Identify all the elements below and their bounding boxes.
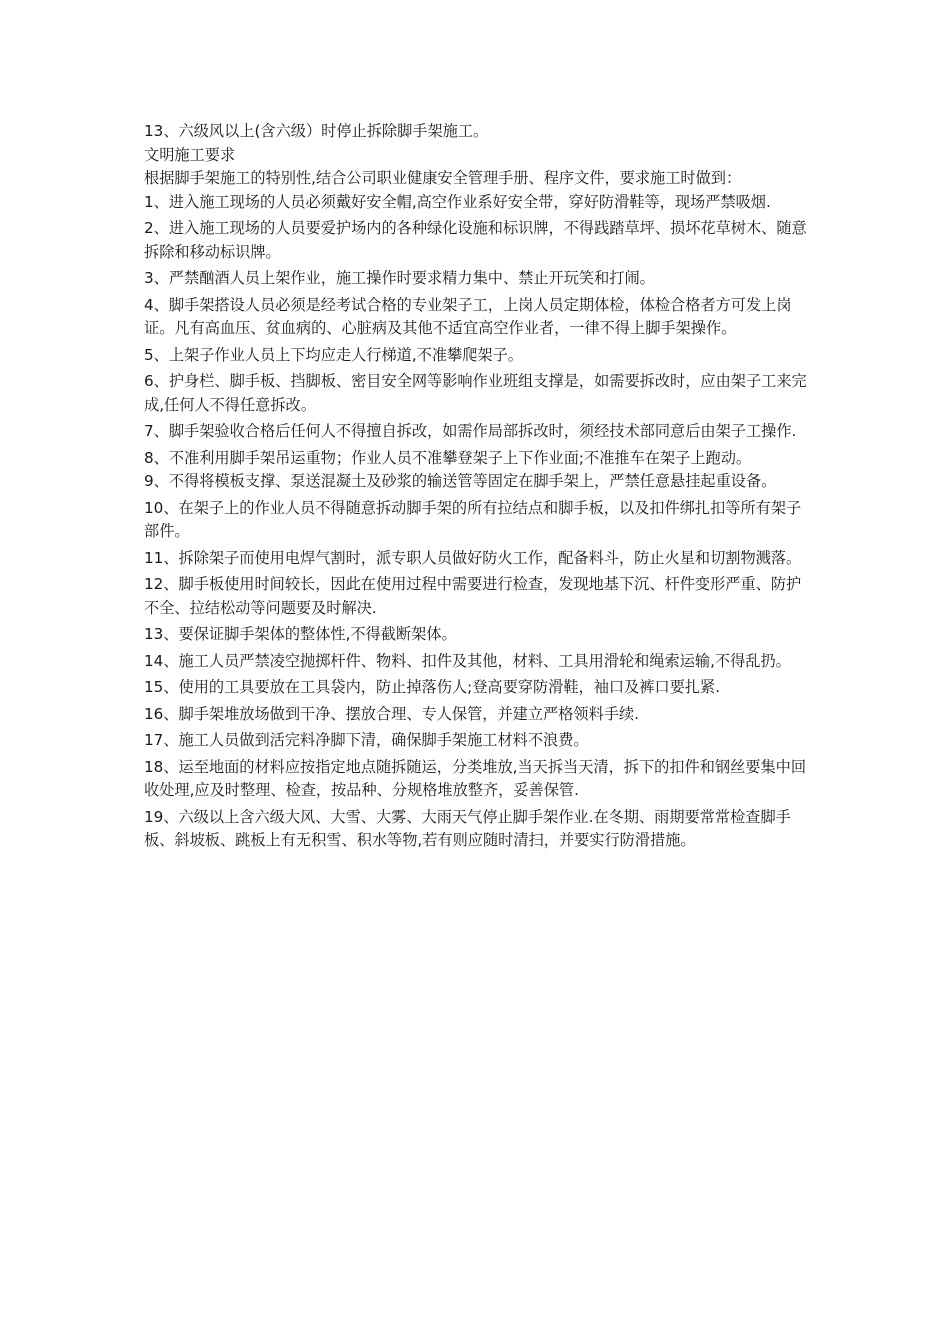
list-item: 3、严禁酗酒人员上架作业，施工操作时要求精力集中、禁止开玩笑和打闹。 — [144, 269, 655, 287]
clause-13-wind: 13、六级风以上(含六级）时停止拆除脚手架施工。 — [144, 122, 489, 140]
list-item: 11、拆除架子而使用电焊气割时，派专职人员做好防火工作，配备料斗，防止火星和切割物溅落。 — [144, 548, 802, 567]
list-item: 8、不准利用脚手架吊运重物；作业人员不准攀登架子上下作业面;不准推车在架子上跑动。 — [144, 448, 752, 467]
list-item: 5、上架子作业人员上下均应走人行梯道,不准攀爬架子。 — [144, 345, 523, 364]
list-item: 9、不得将模板支撑、泵送混凝土及砂浆的输送管等固定在脚手架上，严禁任意悬挂起重设备。 — [144, 472, 777, 490]
list-item: 6、护身栏、脚手板、挡脚板、密目安全网等影响作业班组支撑是，如需要拆改时，应由架子工来完成,任何人不得任意拆改。 — [144, 372, 807, 414]
intro-text: 根据脚手架施工的特别性,结合公司职业健康安全管理手册、程序文件，要求施工时做到： — [144, 169, 742, 187]
list-item: 18、运至地面的材料应按指定地点随拆随运，分类堆放,当天拆当天清，拆下的扣件和钢丝要集中回收处理,应及时整理、检查，按品种、分规格堆放整齐，妥善保管. — [144, 757, 807, 799]
document-page — [144, 120, 814, 856]
list-item: 7、脚手架验收合格后任何人不得擅自拆改，如需作局部拆改时，须经技术部同意后由架子工操作. — [144, 422, 797, 440]
list-item: 1、进入施工现场的人员必须戴好安全帽,高空作业系好安全带，穿好防滑鞋等，现场严禁吸烟. — [144, 192, 771, 211]
list-item: 12、脚手板使用时间较长，因此在使用过程中需要进行检查，发现地基下沉、杆件变形严重、防护不全、拉结松动等问题要及时解决. — [144, 575, 802, 617]
list-item: 4、脚手架搭设人员必须是经考试合格的专业架子工，上岗人员定期体检，体检合格者方可发上岗证。凡有高血压、贫血病的、心脏病及其他不适宜高空作业者，一律不得上脚手架操作。 — [144, 295, 792, 337]
list-item: 10、在架子上的作业人员不得随意拆动脚手架的所有拉结点和脚手板，以及扣件绑扎扣等所有架子部件。 — [144, 498, 802, 540]
list-item: 19、六级以上含六级大风、大雪、大雾、大雨天气停止脚手架作业.在冬期、雨期要常常检查脚手板、斜坡板、跳板上有无积雪、积水等物,若有则应随时清扫，并要实行防滑措施。 — [144, 807, 791, 849]
section-heading: 文明施工要求 — [144, 145, 236, 164]
list-item: 13、要保证脚手架体的整体性,不得截断架体。 — [144, 625, 457, 643]
list-item: 14、施工人员严禁凌空抛掷杆件、物料、扣件及其他，材料、工具用滑轮和绳索运输,不得乱扔。 — [144, 651, 791, 670]
list-item: 17、施工人员做到活完料净脚下清，确保脚手架施工材料不浪费。 — [144, 731, 589, 749]
list-item: 15、使用的工具要放在工具袋内，防止掉落伤人;登高要穿防滑鞋，袖口及裤口要扎紧. — [144, 678, 721, 696]
list-item: 2、进入施工现场的人员要爱护场内的各种绿化设施和标识牌，不得践踏草坪、损坏花草树木、随意拆除和移动标识牌。 — [144, 219, 807, 261]
list-item: 16、脚手架堆放场做到干净、摆放合理、专人保管，并建立严格领料手续. — [144, 704, 639, 723]
